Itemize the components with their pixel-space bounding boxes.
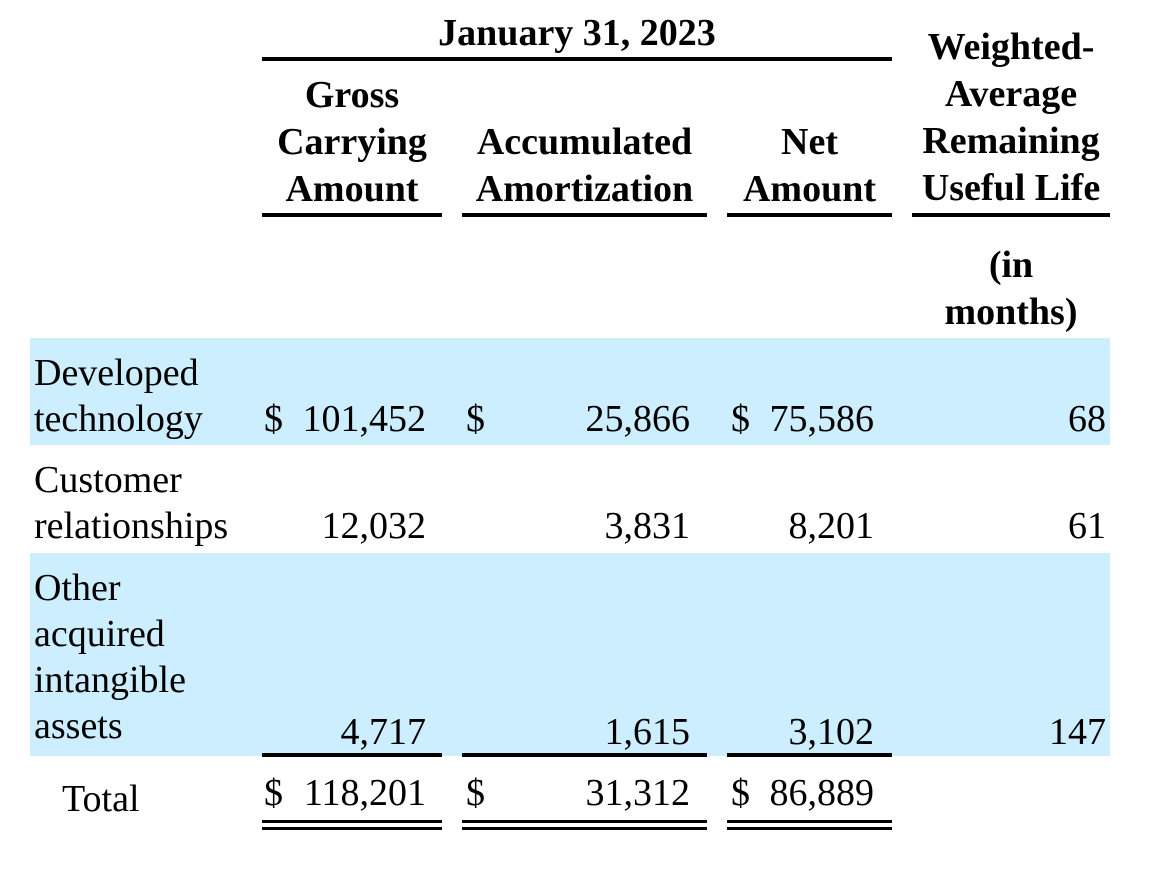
- weighted-life-value: 147: [1049, 711, 1106, 753]
- header-line: Net: [781, 121, 838, 163]
- row-label-line: relationships: [34, 505, 229, 547]
- row-label-line: technology: [34, 398, 203, 440]
- currency-symbol: $: [264, 772, 283, 814]
- header-line: Accumulated: [476, 121, 693, 163]
- net-total-double-rule-bottom: [727, 827, 892, 830]
- period-header: [262, 10, 892, 57]
- net-amount-value: 8,201: [788, 505, 874, 547]
- row-label-line: Customer: [34, 459, 182, 501]
- weighted-unit-label: [912, 242, 1110, 336]
- header-line: Amount: [285, 168, 419, 210]
- gross-total-double-rule-top: [262, 820, 442, 823]
- weighted-average-life-header: [912, 24, 1110, 212]
- gross-header-underline: [262, 213, 442, 217]
- header-line: Carrying: [277, 121, 427, 163]
- gross-subtotal-rule: [262, 753, 442, 757]
- net-header-underline: [727, 213, 892, 217]
- currency-symbol: $: [466, 398, 485, 440]
- period-label: January 31, 2023: [438, 12, 716, 54]
- currency-symbol: $: [264, 398, 283, 440]
- gross-carrying-value: 12,032: [321, 505, 426, 547]
- currency-symbol: $: [466, 772, 485, 814]
- header-line: Remaining: [922, 120, 1100, 162]
- total-gross-value: 118,201: [303, 772, 426, 814]
- net-amount-header: [727, 119, 892, 213]
- header-line: Useful Life: [921, 167, 1101, 209]
- header-line: Average: [944, 73, 1078, 115]
- table-row-label: [34, 350, 203, 442]
- accumulated-header-underline: [462, 213, 707, 217]
- table-row-label: [34, 565, 186, 749]
- accumulated-amortization-value: 25,866: [585, 398, 690, 440]
- accumulated-amortization-value: 1,615: [604, 711, 690, 753]
- header-line: Amount: [742, 168, 877, 210]
- row-label-line: Developed: [34, 352, 199, 394]
- unit-line: (in: [988, 244, 1034, 286]
- table-row-label: [34, 457, 228, 549]
- header-line: Amortization: [475, 168, 694, 210]
- gross-total-double-rule-bottom: [262, 827, 442, 830]
- net-amount-value: 75,586: [769, 398, 874, 440]
- header-line: Weighted-: [927, 26, 1095, 68]
- net-amount-value: 3,102: [788, 711, 874, 753]
- row-label-line: assets: [34, 705, 123, 747]
- row-label-line: Other: [34, 567, 121, 609]
- row-label-line: acquired: [34, 613, 165, 655]
- currency-symbol: $: [731, 398, 750, 440]
- net-total-double-rule-top: [727, 820, 892, 823]
- total-accumulated-value: 31,312: [585, 772, 690, 814]
- accumulated-total-double-rule-bottom: [462, 827, 707, 830]
- header-line: Gross: [304, 74, 400, 116]
- weighted-header-underline: [912, 213, 1110, 217]
- accumulated-amortization-header: [462, 119, 707, 213]
- total-label: Total: [62, 778, 140, 820]
- accumulated-subtotal-rule: [462, 753, 707, 757]
- period-underline: [262, 57, 892, 61]
- row-label-line: intangible: [34, 659, 186, 701]
- weighted-life-value: 68: [1068, 398, 1106, 440]
- total-net-value: 86,889: [769, 772, 874, 814]
- currency-symbol: $: [731, 772, 750, 814]
- weighted-life-value: 61: [1068, 505, 1106, 547]
- gross-carrying-value: 101,452: [302, 398, 426, 440]
- net-subtotal-rule: [727, 753, 892, 757]
- gross-carrying-amount-header: [262, 72, 442, 213]
- gross-carrying-value: 4,717: [340, 711, 426, 753]
- accumulated-total-double-rule-top: [462, 820, 707, 823]
- unit-line: months): [944, 291, 1078, 333]
- accumulated-amortization-value: 3,831: [604, 505, 690, 547]
